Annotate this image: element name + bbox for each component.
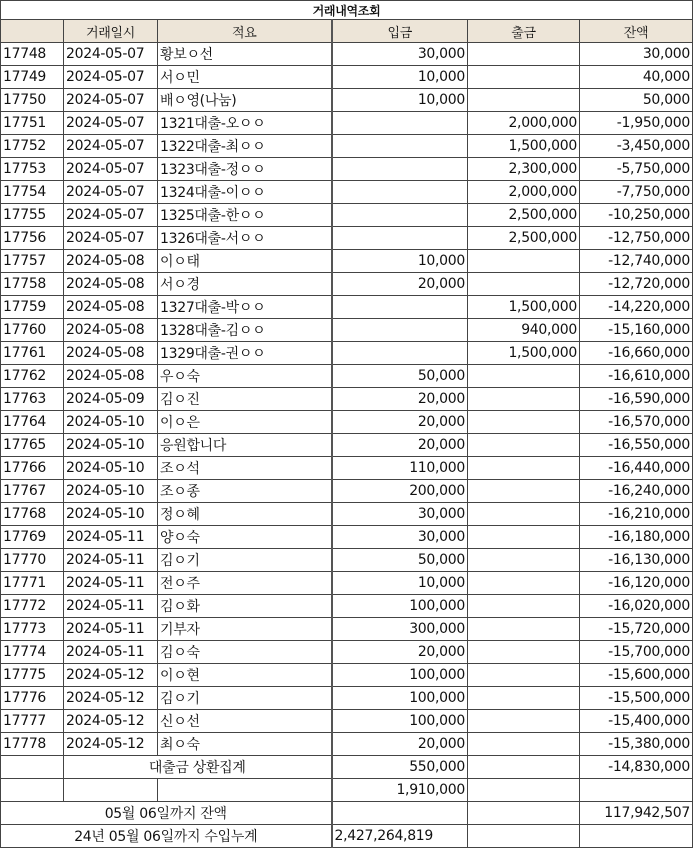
row-number: 17760: [1, 319, 64, 342]
table-row: [1, 526, 693, 549]
withdrawal: [468, 388, 580, 411]
memo: 1328대출-김ㅇㅇ: [158, 319, 332, 342]
transaction-date: 2024-05-11: [64, 526, 158, 549]
balance: -15,500,000: [580, 687, 693, 710]
row-number: 17769: [1, 526, 64, 549]
withdrawal: 940,000: [468, 319, 580, 342]
row-number: 17762: [1, 365, 64, 388]
table-row: [1, 733, 693, 756]
memo: 이ㅇ현: [158, 664, 332, 687]
row-number: 17770: [1, 549, 64, 572]
empty-cell: [1, 756, 64, 779]
repay-deposit: 550,000: [332, 756, 468, 779]
withdrawal: [468, 572, 580, 595]
row-number: 17776: [1, 687, 64, 710]
transaction-date: 2024-05-07: [64, 112, 158, 135]
withdrawal: [468, 66, 580, 89]
balance: -12,750,000: [580, 227, 693, 250]
repay-balance: -14,830,000: [580, 756, 693, 779]
deposit: [332, 204, 468, 227]
table-row: [1, 549, 693, 572]
row-number: 17753: [1, 158, 64, 181]
balance: -16,570,000: [580, 411, 693, 434]
withdrawal: 2,000,000: [468, 181, 580, 204]
row-number: 17777: [1, 710, 64, 733]
empty-cell: [332, 802, 468, 825]
empty-cell: [468, 756, 580, 779]
prev-balance: 117,942,507: [580, 802, 693, 825]
balance: 40,000: [580, 66, 693, 89]
row-number: 17771: [1, 572, 64, 595]
total-row: [1, 779, 693, 802]
balance: -14,220,000: [580, 296, 693, 319]
memo: 서ㅇ경: [158, 273, 332, 296]
deposit: 20,000: [332, 411, 468, 434]
table-row: [1, 319, 693, 342]
balance: -16,590,000: [580, 388, 693, 411]
row-number: 17752: [1, 135, 64, 158]
header-deposit: 입금: [332, 20, 468, 43]
withdrawal: 2,300,000: [468, 158, 580, 181]
transaction-date: 2024-05-10: [64, 457, 158, 480]
memo: 1327대출-박ㅇㅇ: [158, 296, 332, 319]
table-row: [1, 572, 693, 595]
balance: -3,450,000: [580, 135, 693, 158]
memo: 최ㅇ숙: [158, 733, 332, 756]
withdrawal: 2,500,000: [468, 227, 580, 250]
balance: -15,400,000: [580, 710, 693, 733]
balance: 30,000: [580, 43, 693, 66]
transaction-date: 2024-05-10: [64, 411, 158, 434]
memo: 이ㅇ태: [158, 250, 332, 273]
cumulative-value: 2,427,264,819: [332, 825, 468, 848]
balance: -5,750,000: [580, 158, 693, 181]
withdrawal: [468, 526, 580, 549]
deposit: 100,000: [332, 710, 468, 733]
deposit: 50,000: [332, 365, 468, 388]
deposit: 110,000: [332, 457, 468, 480]
memo: 조ㅇ석: [158, 457, 332, 480]
table-row: [1, 227, 693, 250]
withdrawal: [468, 687, 580, 710]
row-number: 17775: [1, 664, 64, 687]
withdrawal: [468, 43, 580, 66]
balance: -16,130,000: [580, 549, 693, 572]
deposit: 20,000: [332, 434, 468, 457]
memo: 1324대출-이ㅇㅇ: [158, 181, 332, 204]
transaction-date: 2024-05-12: [64, 687, 158, 710]
transaction-date: 2024-05-08: [64, 296, 158, 319]
table-row: [1, 204, 693, 227]
table-row: [1, 250, 693, 273]
table-row: [1, 664, 693, 687]
withdrawal: 2,000,000: [468, 112, 580, 135]
cumulative-row: [1, 825, 693, 848]
withdrawal: [468, 273, 580, 296]
header-withdrawal: 출금: [468, 20, 580, 43]
transaction-date: 2024-05-08: [64, 365, 158, 388]
transaction-date: 2024-05-08: [64, 319, 158, 342]
balance: -16,660,000: [580, 342, 693, 365]
table-row: [1, 618, 693, 641]
row-number: 17768: [1, 503, 64, 526]
memo: 서ㅇ민: [158, 66, 332, 89]
row-number: 17763: [1, 388, 64, 411]
table-row: [1, 687, 693, 710]
table-row: [1, 135, 693, 158]
transaction-date: 2024-05-11: [64, 618, 158, 641]
deposit: 10,000: [332, 89, 468, 112]
row-number: 17773: [1, 618, 64, 641]
withdrawal: [468, 480, 580, 503]
page-title: 거래내역조회: [1, 1, 693, 20]
empty-cell: [158, 779, 332, 802]
transaction-date: 2024-05-07: [64, 181, 158, 204]
balance: -16,180,000: [580, 526, 693, 549]
withdrawal: [468, 365, 580, 388]
memo: 김ㅇ기: [158, 687, 332, 710]
memo: 우ㅇ숙: [158, 365, 332, 388]
deposit: 10,000: [332, 572, 468, 595]
transaction-date: 2024-05-12: [64, 664, 158, 687]
balance: -7,750,000: [580, 181, 693, 204]
withdrawal: 1,500,000: [468, 342, 580, 365]
row-number: 17766: [1, 457, 64, 480]
withdrawal: [468, 503, 580, 526]
row-number: 17750: [1, 89, 64, 112]
table-row: [1, 388, 693, 411]
deposit: [332, 296, 468, 319]
balance: -15,700,000: [580, 641, 693, 664]
deposit: 20,000: [332, 641, 468, 664]
transaction-date: 2024-05-07: [64, 43, 158, 66]
header-no: [1, 20, 64, 43]
deposit: 100,000: [332, 687, 468, 710]
table-row: [1, 411, 693, 434]
balance: 50,000: [580, 89, 693, 112]
table-row: [1, 181, 693, 204]
transaction-date: 2024-05-08: [64, 342, 158, 365]
deposit: 10,000: [332, 250, 468, 273]
row-number: 17759: [1, 296, 64, 319]
withdrawal: [468, 89, 580, 112]
deposit: [332, 227, 468, 250]
transaction-date: 2024-05-07: [64, 227, 158, 250]
row-number: 17751: [1, 112, 64, 135]
memo: 1321대출-오ㅇㅇ: [158, 112, 332, 135]
title-row: [1, 1, 693, 20]
withdrawal: 1,500,000: [468, 135, 580, 158]
table-row: [1, 595, 693, 618]
transaction-date: 2024-05-09: [64, 388, 158, 411]
table-row: [1, 273, 693, 296]
withdrawal: [468, 434, 580, 457]
empty-cell: [580, 825, 693, 848]
withdrawal: 2,500,000: [468, 204, 580, 227]
balance: -16,550,000: [580, 434, 693, 457]
deposit: [332, 342, 468, 365]
balance: -15,160,000: [580, 319, 693, 342]
transaction-date: 2024-05-07: [64, 89, 158, 112]
memo: 1323대출-정ㅇㅇ: [158, 158, 332, 181]
withdrawal: [468, 549, 580, 572]
row-number: 17757: [1, 250, 64, 273]
row-number: 17772: [1, 595, 64, 618]
deposit: 100,000: [332, 595, 468, 618]
memo: 조ㅇ종: [158, 480, 332, 503]
table-row: [1, 710, 693, 733]
balance: -16,440,000: [580, 457, 693, 480]
empty-cell: [468, 802, 580, 825]
transaction-date: 2024-05-11: [64, 549, 158, 572]
transaction-date: 2024-05-10: [64, 434, 158, 457]
memo: 1326대출-서ㅇㅇ: [158, 227, 332, 250]
header-row: [1, 20, 693, 43]
withdrawal: [468, 595, 580, 618]
transaction-date: 2024-05-11: [64, 572, 158, 595]
balance: -16,610,000: [580, 365, 693, 388]
transaction-date: 2024-05-07: [64, 135, 158, 158]
withdrawal: [468, 250, 580, 273]
deposit: 20,000: [332, 733, 468, 756]
row-number: 17774: [1, 641, 64, 664]
row-number: 17778: [1, 733, 64, 756]
deposit: 30,000: [332, 43, 468, 66]
memo: 1329대출-권ㅇㅇ: [158, 342, 332, 365]
balance: -10,250,000: [580, 204, 693, 227]
header-balance: 잔액: [580, 20, 693, 43]
withdrawal: 1,500,000: [468, 296, 580, 319]
transaction-date: 2024-05-12: [64, 710, 158, 733]
balance: -16,120,000: [580, 572, 693, 595]
balance: -12,720,000: [580, 273, 693, 296]
empty-cell: [468, 779, 580, 802]
memo: 배ㅇ영(나눔): [158, 89, 332, 112]
table-row: [1, 434, 693, 457]
withdrawal: [468, 733, 580, 756]
empty-cell: [1, 779, 64, 802]
table-row: [1, 342, 693, 365]
memo: 김ㅇ숙: [158, 641, 332, 664]
transaction-date: 2024-05-12: [64, 733, 158, 756]
deposit: 20,000: [332, 273, 468, 296]
memo: 김ㅇ진: [158, 388, 332, 411]
table-row: [1, 112, 693, 135]
deposit: [332, 135, 468, 158]
memo: 김ㅇ화: [158, 595, 332, 618]
deposit: 10,000: [332, 66, 468, 89]
table-row: [1, 43, 693, 66]
header-memo: 적요: [158, 20, 332, 43]
deposit: [332, 319, 468, 342]
prev-balance-row: [1, 802, 693, 825]
memo: 기부자: [158, 618, 332, 641]
memo: 김ㅇ기: [158, 549, 332, 572]
balance: -12,740,000: [580, 250, 693, 273]
transaction-date: 2024-05-11: [64, 595, 158, 618]
balance: -15,380,000: [580, 733, 693, 756]
transaction-date: 2024-05-10: [64, 480, 158, 503]
withdrawal: [468, 411, 580, 434]
row-number: 17764: [1, 411, 64, 434]
table-row: [1, 457, 693, 480]
transaction-date: 2024-05-07: [64, 204, 158, 227]
empty-cell: [580, 779, 693, 802]
memo: 이ㅇ은: [158, 411, 332, 434]
balance: -16,240,000: [580, 480, 693, 503]
deposit: 30,000: [332, 503, 468, 526]
row-number: 17758: [1, 273, 64, 296]
memo: 양ㅇ숙: [158, 526, 332, 549]
memo: 1322대출-최ㅇㅇ: [158, 135, 332, 158]
table-row: [1, 641, 693, 664]
table-row: [1, 66, 693, 89]
table-row: [1, 296, 693, 319]
empty-cell: [64, 779, 158, 802]
table-row: [1, 480, 693, 503]
deposit: 50,000: [332, 549, 468, 572]
memo: 1325대출-한ㅇㅇ: [158, 204, 332, 227]
transaction-date: 2024-05-08: [64, 250, 158, 273]
deposit: 100,000: [332, 664, 468, 687]
row-number: 17765: [1, 434, 64, 457]
header-date: 거래일시: [64, 20, 158, 43]
repay-summary-row: [1, 756, 693, 779]
cumulative-label: 24년 05월 06일까지 수입누계: [1, 825, 332, 848]
memo: 응원합니다: [158, 434, 332, 457]
balance: -16,210,000: [580, 503, 693, 526]
deposit: 20,000: [332, 388, 468, 411]
balance: -15,600,000: [580, 664, 693, 687]
memo: 황보ㅇ선: [158, 43, 332, 66]
deposit: [332, 158, 468, 181]
row-number: 17755: [1, 204, 64, 227]
transaction-date: 2024-05-10: [64, 503, 158, 526]
balance: -16,020,000: [580, 595, 693, 618]
transaction-date: 2024-05-07: [64, 158, 158, 181]
table-row: [1, 158, 693, 181]
withdrawal: [468, 457, 580, 480]
deposit: [332, 112, 468, 135]
withdrawal: [468, 618, 580, 641]
row-number: 17754: [1, 181, 64, 204]
row-number: 17761: [1, 342, 64, 365]
memo: 신ㅇ선: [158, 710, 332, 733]
balance: -15,720,000: [580, 618, 693, 641]
table-row: [1, 503, 693, 526]
prev-balance-label: 05월 06일까지 잔액: [1, 802, 332, 825]
repay-label: 대출금 상환집계: [64, 756, 332, 779]
memo: 전ㅇ주: [158, 572, 332, 595]
table-row: [1, 365, 693, 388]
memo: 정ㅇ혜: [158, 503, 332, 526]
total-deposit: 1,910,000: [332, 779, 468, 802]
balance: -1,950,000: [580, 112, 693, 135]
table-row: [1, 89, 693, 112]
withdrawal: [468, 641, 580, 664]
row-number: 17749: [1, 66, 64, 89]
withdrawal: [468, 664, 580, 687]
transaction-date: 2024-05-11: [64, 641, 158, 664]
transaction-date: 2024-05-07: [64, 66, 158, 89]
deposit: 300,000: [332, 618, 468, 641]
deposit: 200,000: [332, 480, 468, 503]
empty-cell: [468, 825, 580, 848]
row-number: 17756: [1, 227, 64, 250]
row-number: 17748: [1, 43, 64, 66]
deposit: 30,000: [332, 526, 468, 549]
withdrawal: [468, 710, 580, 733]
deposit: [332, 181, 468, 204]
row-number: 17767: [1, 480, 64, 503]
transaction-date: 2024-05-08: [64, 273, 158, 296]
